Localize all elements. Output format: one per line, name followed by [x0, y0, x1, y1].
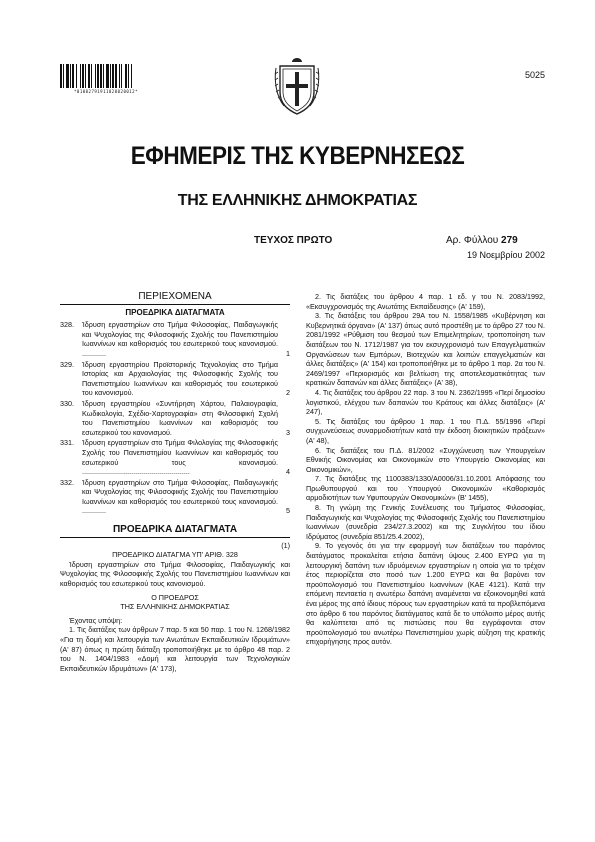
- contents-item-page: 2: [286, 388, 290, 398]
- contents-item: [60, 478, 290, 516]
- contents-item-page: 5: [286, 506, 290, 516]
- contents-item-number: 331.: [60, 438, 74, 448]
- decree-paragraph: 5. Τις διατάξεις του άρθρου 1 παρ. 1 του Π.Δ. 55/1996 «Περί συγχωνεύσεως συναρμοδιοτήτων κατά την έκδοση διοικητικών πράξεων» (Α' 48),: [306, 416, 545, 445]
- decree-paragraph: 9. Το γεγονός ότι για την εφαρμογή των διατάξεων του παρόντος διατάγματος προκαλείται ετήσια δαπάνη ύψους 2.400 ΕΥΡΩ για τη λειτουργική δαπάνη των ιδρυόμενων εργαστηρίων η οποία για το τρέχον έτος περιορίζεται στο ποσό των 1.200 ΕΥΡΩ και θα βαρύνει τον προϋπολογισμό του Πανεπιστημίου Ιωαννίνων (ΚΑΕ 4121). Κατά την επόμενη πενταετία η ανωτέρω δαπάνη αναμένεται να εξοικονομηθεί κατά ένα μέρος της από ίδιους πόρους των εργαστηρίων κατά τα προβλεπόμενα στο άρθρο 6 του παρόντος διατάγματος κατά δε το υπόλοιπο μέρος αυτής θα καλύπτεται από τις πιστώσεις που θα εγγράφονται στον προϋπολογισμό του ανωτέρω Πανεπιστημίου χωρίς αύξηση της κρατικής επιχορήγησης προς αυτόν.: [306, 541, 545, 647]
- contents-item-text: Ίδρυση εργαστηρίων στο Τμήμα Φιλολογίας της Φιλοσοφικής Σχολής του Πανεπιστημίου Ιωαννίνων και καθορισμός του εσωτερικού τους κανονισμού. ......................................................: [82, 438, 278, 477]
- issue-date: 19 Νοεμβρίου 2002: [467, 250, 545, 260]
- decree-marker: (1): [281, 540, 290, 550]
- coat-of-arms-icon: [272, 56, 322, 116]
- contents-item-page: 4: [286, 467, 290, 477]
- page-number: 5025: [524, 70, 545, 80]
- sheet-value: 279: [501, 235, 518, 246]
- decree-paragraph: 6. Τις διατάξεις του Π.Δ. 81/2002 «Συγχώνευση των Υπουργείων Εθνικής Οικονομίας και Οικονομικών στο Υπουργείο Οικονομίας και Οικονομικών»,: [306, 445, 545, 474]
- contents-section-heading: ΠΡΟΕΔΡΙΚΑ ΔΙΑΤΑΓΜΑΤΑ: [125, 307, 225, 317]
- contents-item-page: 1: [286, 348, 290, 358]
- considering-label: Έχοντας υπόψη:: [69, 615, 123, 625]
- right-column: [306, 292, 545, 647]
- contents-item-page: 3: [286, 427, 290, 437]
- sheet-number: [446, 235, 518, 246]
- contents-item: [60, 360, 290, 398]
- decree-paragraph: 4. Τις διατάξεις του άρθρου 22 παρ. 3 του Ν. 2362/1995 «Περί δημοσίου λογιστικού, ελέγχου των δαπανών του Κράτους και άλλες διατάξεις» (Α' 247),: [306, 387, 545, 417]
- contents-item: [60, 438, 290, 476]
- gazette-title: ΕΦΗΜΕΡΙΣ ΤΗΣ ΚΥΒΕΡΝΗΣΕΩΣ: [130, 142, 465, 170]
- contents-item-text: Ίδρυση εργαστηρίου Προϊστορικής Τεχνολογίας στο Τμήμα Ιστορίας και Αρχαιολογίας της Φιλοσοφικής Σχολής του Πανεπιστημίου Ιωαννίνων και καθορισμός του εσωτερικού του κανονισμού.: [82, 359, 278, 398]
- contents-heading: ΠΕΡΙΕΧΟΜΕΝΑ: [138, 291, 212, 302]
- contents-item-number: 329.: [60, 359, 74, 369]
- gazette-subtitle: ΤΗΣ ΕΛΛΗΝΙΚΗΣ ΔΗΜΟΚΡΑΤΙΑΣ: [177, 192, 418, 209]
- contents-list: [60, 320, 290, 516]
- contents-item: [60, 399, 290, 437]
- contents-item-number: 332.: [60, 477, 74, 487]
- barcode-number: *01002791911020020012*: [74, 89, 138, 94]
- barcode: [60, 64, 152, 88]
- left-paragraphs: [60, 625, 290, 673]
- contents-item: [60, 320, 290, 358]
- decree-paragraph: 7. Τις διατάξεις της 1100383/1330/Α0006/31.10.2001 Απόφασης του Πρωθυπουργού και του Υπουργού Οικονομικών «Καθορισμός αρμοδιοτήτων των Υφυπουργών Οικονομικών» (Β' 1455),: [306, 474, 545, 503]
- divider: [60, 537, 290, 538]
- decree-paragraph: 2. Τις διατάξεις του άρθρου 4 παρ. 1 εδ. γ του Ν. 2083/1992, «Εκσυγχρονισμός της Ανωτάτης Εκπαίδευσης» (Α' 159),: [306, 292, 545, 311]
- decree-paragraph: 1. Τις διατάξεις των άρθρων 7 παρ. 5 και 50 παρ. 1 του Ν. 1268/1982 «Για τη δομή και λειτουργία των Ανωτάτων Εκπαιδευτικών Ιδρυμάτων» (Α' 87) όπως η πρώτη διάταξη τροποποιήθηκε με το άρθρο 48 παρ. 2 του Ν. 1404/1983 «Δομή και λειτουργία των Τεχνολογικών Εκπαιδευτικών Ιδρυμάτων» (Α' 173),: [60, 625, 290, 673]
- decree-number: ΠΡΟΕΔΡΙΚΟ ΔΙΑΤΑΓΜΑ ΥΠ' ΑΡΙΘ. 328: [112, 550, 238, 560]
- divider: [60, 304, 290, 305]
- contents-item-text: Ίδρυση εργαστηρίου «Συντήρηση Χάρτου, Παλαιογραφία, Κωδικολογία, Σχέδιο-Χαρτογραφία» στη Φιλοσοφική Σχολή του Πανεπιστημίου Ιωαννίνων και καθορισμός του εσωτερικού του κανονισμού.: [82, 398, 278, 437]
- left-column: [60, 292, 290, 673]
- sheet-label: Αρ. Φύλλου: [446, 235, 499, 246]
- issue-label: ΤΕΥΧΟΣ ΠΡΩΤΟ: [254, 235, 333, 246]
- contents-item-text: Ίδρυση εργαστηρίων στο Τμήμα Φιλοσοφίας, Παιδαγωγικής και Ψυχολογίας της Φιλοσοφικής Σχολής του Πανεπιστημίου Ιωαννίνων και καθορισμός του εσωτερικού τους κανονισμού. ............: [82, 477, 278, 516]
- contents-item-text: Ίδρυση εργαστηρίων στο Τμήμα Φιλοσοφίας, Παιδαγωγικής και Ψυχολογίας της Φιλοσοφικής Σχολής του Πανεπιστημίου Ιωαννίνων και καθορισμός του εσωτερικού τους κανονισμού. ............: [82, 320, 278, 358]
- right-paragraphs: [306, 292, 545, 647]
- decree-paragraph: 3. Τις διατάξεις του άρθρου 29Α του Ν. 1558/1985 «Κυβέρνηση και Κυβερνητικά όργανα» (Α' 137) όπως αυτό προστέθη με το άρθρο 27 του Ν. 2081/1992 «Ρύθμιση του θεσμού των Επιμελητηρίων, τροποποίηση των διατάξεων του Ν. 1712/1987 για τον εκσυγχρονισμό των Επαγγελματικών Οργανώσεων των Εμπόρων, Βιοτεχνών και λοιπών επαγγελματιών και άλλες διατάξεις» (Α' 154) και τροποποιήθηκε με το άρθρο 1 παρ. 2α του Ν. 2469/1997 «Περιορισμός και βελτίωση της αποτελεσματικότητας των κρατικών δαπανών και άλλες διατάξεις» (Α' 38),: [306, 311, 545, 388]
- decree-paragraph: 8. Τη γνώμη της Γενικής Συνέλευσης του Τμήματος Φιλοσοφίας, Παιδαγωγικής και Ψυχολογίας της Φιλοσοφικής Σχολής του Πανεπιστημίου Ιωαννίνων (συνεδρία 234/27.3.2002) και της Συγκλήτου του ίδιου Ιδρύματος (συνεδρία 851/25.4.2002),: [306, 503, 545, 541]
- contents-item-number: 330.: [60, 398, 74, 408]
- president-line-1: Ο ΠΡΟΕΔΡΟΣ: [151, 592, 199, 602]
- president-line-2: ΤΗΣ ΕΛΛΗΝΙΚΗΣ ΔΗΜΟΚΡΑΤΙΑΣ: [120, 602, 230, 612]
- contents-item-number: 328.: [60, 320, 74, 330]
- decrees-heading: ΠΡΟΕΔΡΙΚΑ ΔΙΑΤΑΓΜΑΤΑ: [112, 524, 238, 536]
- decree-subject: Ίδρυση εργαστηρίων στο Τμήμα Φιλοσοφίας, Παιδαγωγικής και Ψυχολογίας της Φιλοσοφικής Σχολής του Πανεπιστημίου Ιωαννίνων και καθορισμός του εσωτερικού τους κανονισμού.: [60, 559, 290, 589]
- barcode-bar: [132, 64, 133, 88]
